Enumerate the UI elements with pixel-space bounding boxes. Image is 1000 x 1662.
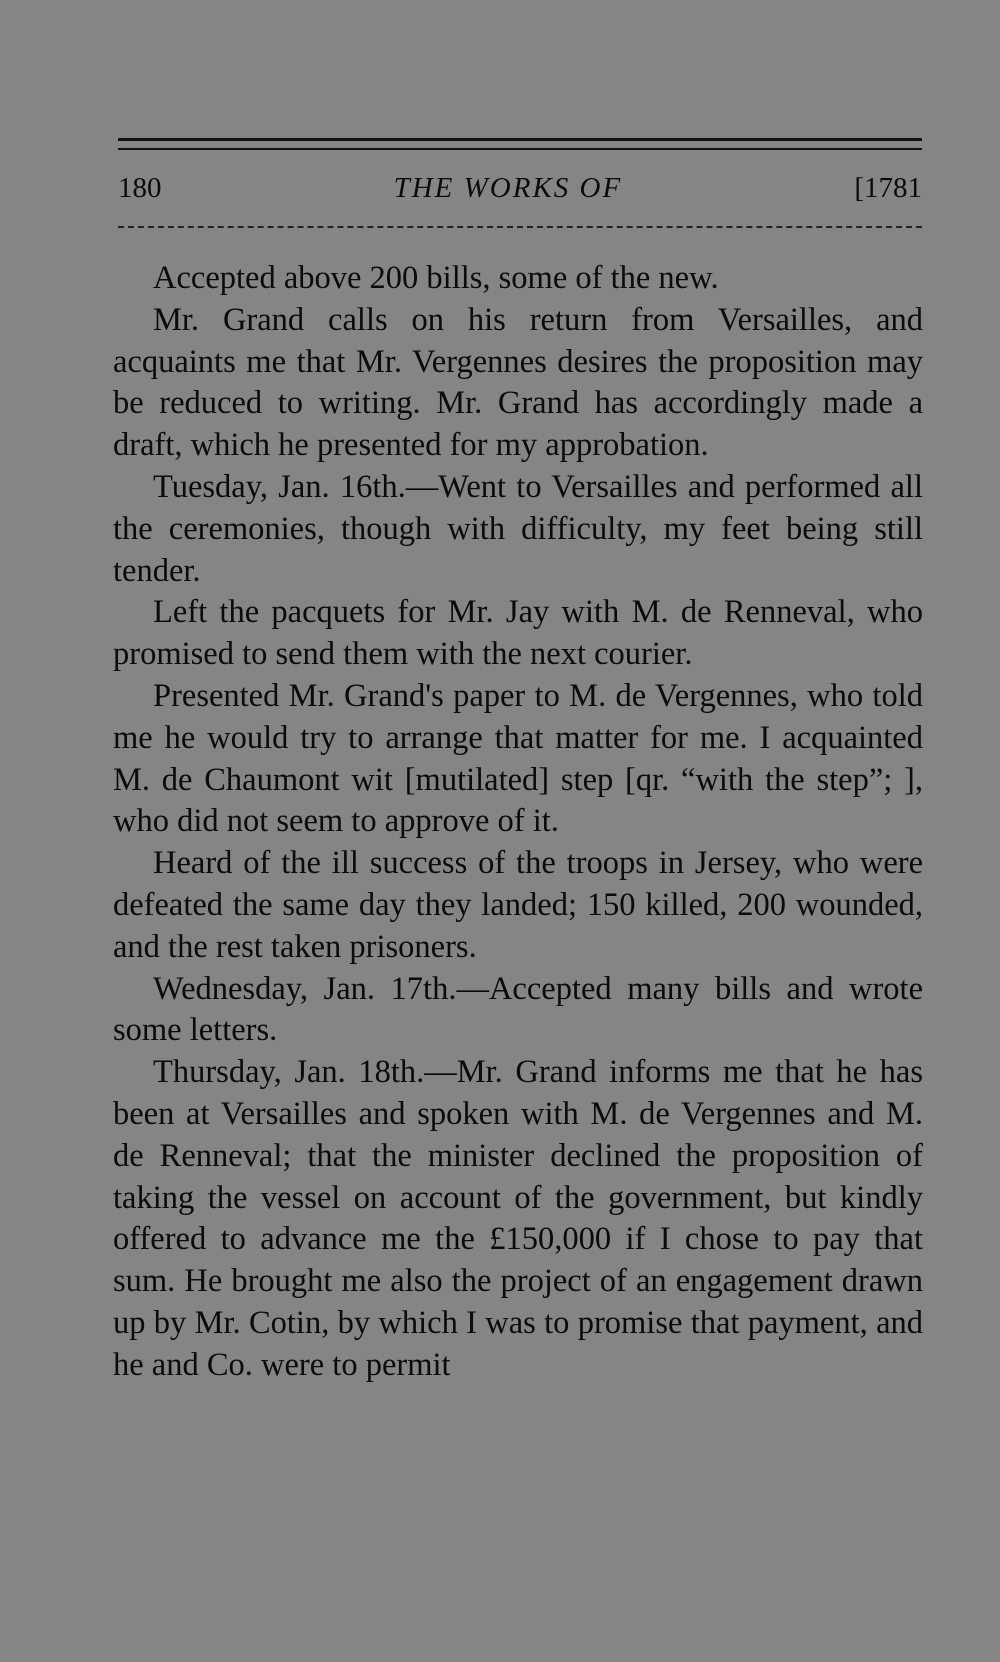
running-header <box>118 172 922 212</box>
paragraph: Thursday, Jan. 18th.—Mr. Grand informs me that he has been at Versailles and spoken with M. de Vergennes and M. de Renneval; that the minister declined the proposition of taking the vessel on account of the government, but kindly offered to advance me the £150,000 if I chose to pay that sum. He brought me also the project of an engagement drawn up by Mr. Cotin, by which I was to promise that payment, and he and Co. were to permit <box>113 1054 923 1383</box>
paragraph: Presented Mr. Grand's paper to M. de Vergennes, who told me he would try to arrange that matter for me. I acquainted M. de Chaumont wit [mutilated] step [qr. “with the step”; ], who did not seem to approve of it. <box>113 677 923 840</box>
header-year: [1781 <box>854 172 922 204</box>
running-title: THE WORKS OF <box>393 172 623 204</box>
body-text <box>113 258 923 1387</box>
paragraph: Accepted above 200 bills, some of the new. <box>153 260 719 296</box>
top-rule-thin <box>118 148 922 150</box>
paragraph: Heard of the ill success of the troops in Jersey, who were defeated the same day they landed; 150 killed, 200 wounded, and the rest taken prisoners. <box>113 845 923 965</box>
top-rule <box>118 138 922 141</box>
paragraph: Wednesday, Jan. 17th.—Accepted many bills and wrote some letters. <box>113 970 923 1049</box>
paragraph: Left the pacquets for Mr. Jay with M. de Renneval, who promised to send them with the next courier. <box>113 594 923 673</box>
paragraph: Mr. Grand calls on his return from Versailles, and acquaints me that Mr. Vergennes desires the proposition may be reduced to writing. Mr. Grand has accordingly made a draft, which he presented for my approbation. <box>113 301 923 464</box>
page-number: 180 <box>118 172 162 204</box>
header-dashed-rule <box>118 226 922 228</box>
paragraph: Tuesday, Jan. 16th.—Went to Versailles and performed all the ceremonies, though with difficulty, my feet being still tender. <box>113 468 923 589</box>
